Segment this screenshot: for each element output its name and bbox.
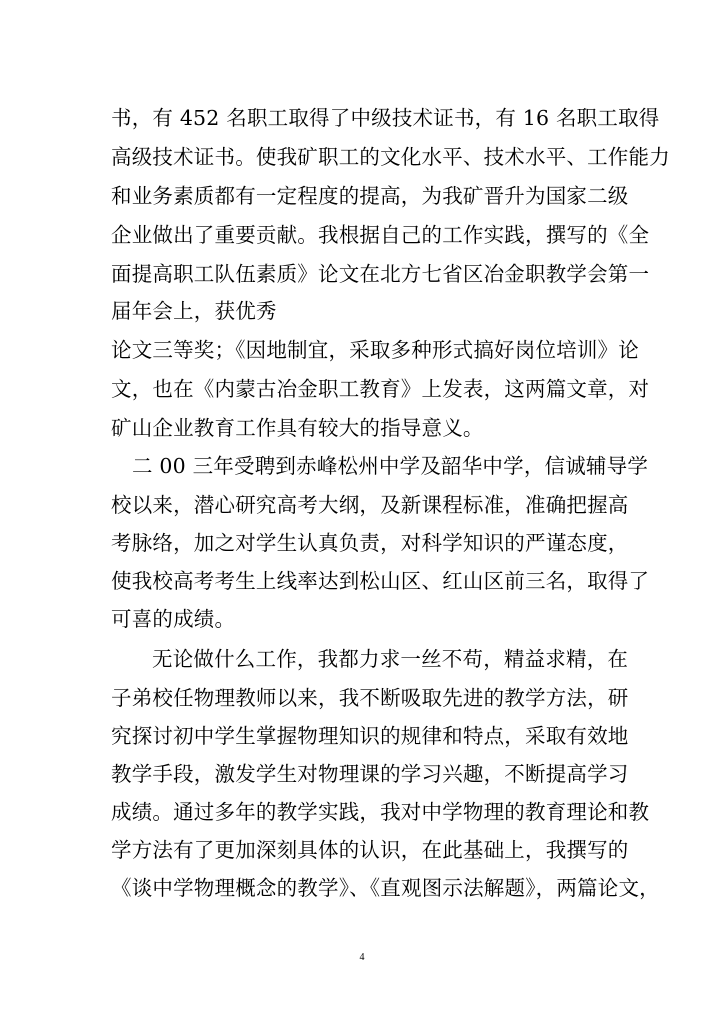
text-line-6: 届年会上，获优秀 [111,299,277,323]
text-line-11: 校以来，潜心研究高考大纲，及新课程标准，准确把握高 [111,493,629,517]
text-line-7: 论文三等奖；《因地制宜，采取多种形式搞好岗位培训》论 [111,338,639,362]
text-line-19: 成绩。通过多年的教学实践，我对中学物理的教育理论和教 [111,800,650,824]
text-line-21: 《谈中学物理概念的教学》、《直观图示法解题》，两篇论文， [111,876,660,900]
text-line-14: 可喜的成绩。 [111,607,236,631]
text-line-15: 无论做什么工作，我都力求一丝不苟，精益求精，在 [152,647,629,671]
text-line-10: 二 00 三年受聘到赤峰松州中学及韶华中学，信诚辅导学 [132,454,649,478]
text-line-16: 子弟校任物理教师以来，我不断吸取先进的教学方法，研 [111,686,629,710]
text-line-18: 教学手段，激发学生对物理课的学习兴趣，不断提高学习 [111,762,629,786]
text-line-12: 考脉络，加之对学生认真负责，对科学知识的严谨态度， [111,531,629,555]
text-line-4: 企业做出了重要贡献。我根据自己的工作实践，撰写的《全 [111,223,650,247]
text-line-8: 文，也在《内蒙古冶金职工教育》上发表，这两篇文章，对 [111,377,650,401]
text-line-3: 和业务素质都有一定程度的提高，为我矿晋升为国家二级 [111,184,629,208]
text-line-13: 使我校高考考生上线率达到松山区、红山区前三名，取得了 [111,569,650,593]
text-line-17: 究探讨初中学生掌握物理知识的规律和特点，采取有效地 [111,724,629,748]
text-line-2: 高级技术证书。使我矿职工的文化水平、技术水平、工作能力 [111,145,670,169]
text-line-20: 学方法有了更加深刻具体的认识，在此基础上，我撰写的 [111,838,629,862]
text-line-1: 书，有 452 名职工取得了中级技术证书，有 16 名职工取得 [111,106,660,130]
text-line-5: 面提高职工队伍素质》论文在北方七省区冶金职教学会第一 [111,262,650,286]
page-number: 4 [359,952,365,963]
text-line-9: 矿山企业教育工作具有较大的指导意义。 [111,416,484,440]
